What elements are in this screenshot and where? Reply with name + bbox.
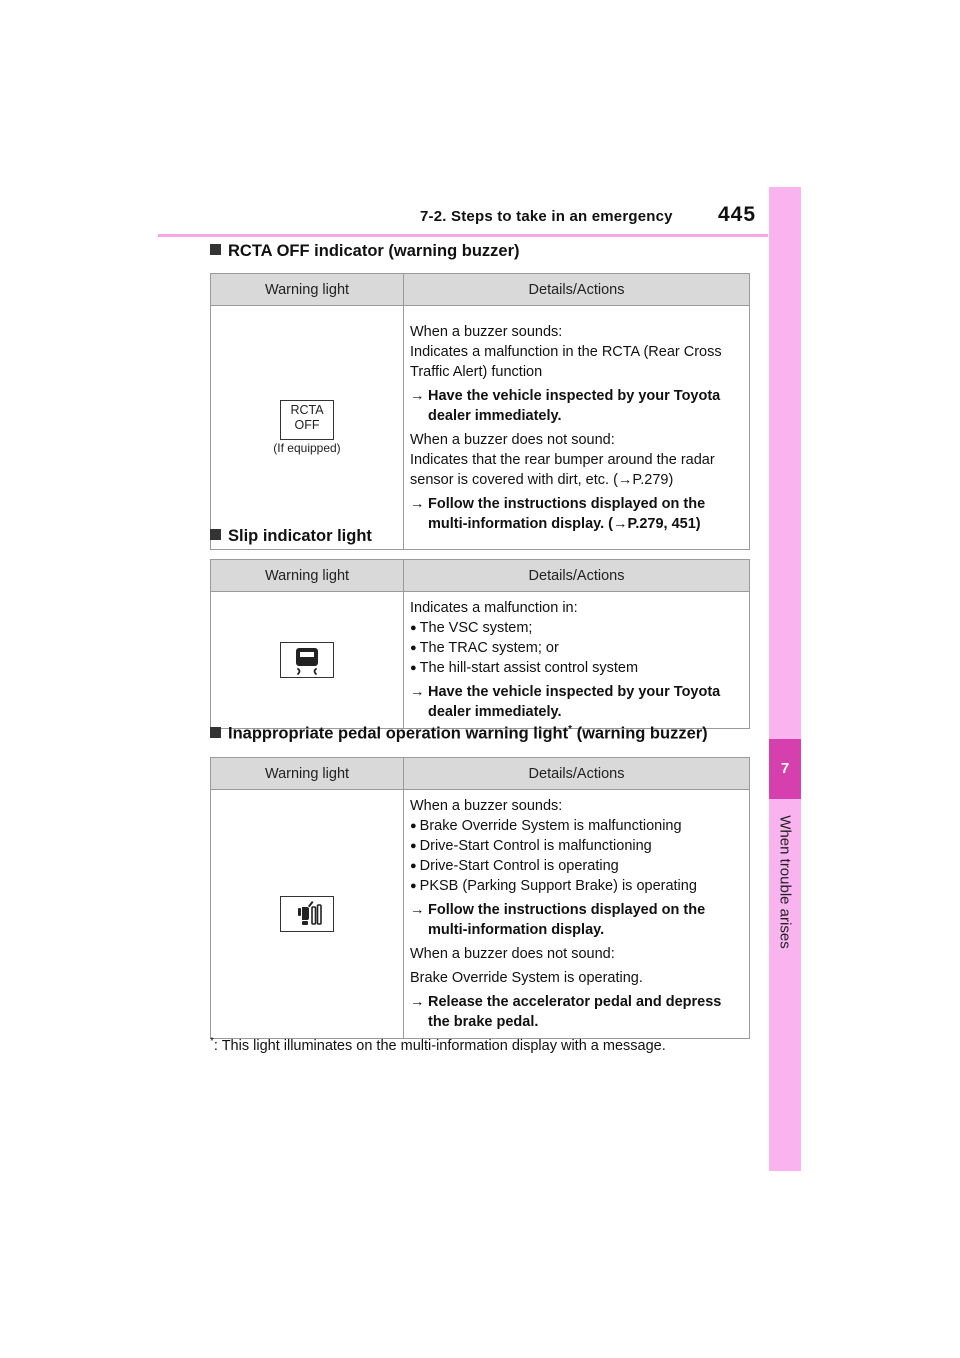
header-details-actions: Details/Actions	[404, 560, 750, 592]
section-heading-tail: (warning buzzer)	[572, 724, 708, 743]
detail-text: When a buzzer sounds:	[410, 798, 563, 814]
section-heading-rcta	[210, 242, 520, 261]
chapter-title: When trouble arises	[776, 815, 794, 949]
bullet-item: ● The VSC system;	[410, 618, 743, 638]
warning-light-cell	[211, 790, 404, 1039]
table-row	[211, 592, 750, 729]
side-tab	[769, 187, 801, 1171]
pedal-warning-icon	[280, 896, 334, 932]
section-heading-pedal	[210, 724, 708, 744]
details-cell	[404, 306, 750, 550]
table-row	[211, 306, 750, 550]
slip-indicator-icon	[280, 642, 334, 678]
detail-text: Indicates a malfunction in:	[410, 600, 578, 616]
arrow-right-icon: →	[410, 387, 425, 404]
table-header-row	[211, 758, 750, 790]
bullet-item: ● Brake Override System is malfunctioning	[410, 816, 743, 836]
details-cell	[404, 592, 750, 729]
rcta-icon-text: RCTA	[290, 403, 324, 417]
action-label: Have the vehicle inspected by your Toyota dealer immediately.	[428, 387, 721, 424]
header-warning-light: Warning light	[211, 758, 404, 790]
header-warning-light: Warning light	[211, 274, 404, 306]
footnote-mark: *	[568, 724, 573, 735]
bullet-item: ● Drive-Start Control is operating	[410, 856, 743, 876]
header-rule	[158, 234, 768, 237]
arrow-right-icon: →	[617, 471, 633, 488]
rcta-off-icon	[280, 400, 334, 440]
header-details-actions: Details/Actions	[404, 274, 750, 306]
rcta-warning-table	[210, 273, 750, 550]
warning-light-cell	[211, 306, 404, 550]
page-reference-link[interactable]: P.279, 451)	[627, 515, 701, 532]
arrow-right-icon: →	[410, 495, 425, 512]
page-number: 445	[718, 203, 757, 226]
action-label: Release the accelerator pedal and depress the brake pedal.	[428, 994, 722, 1030]
arrow-right-icon: →	[613, 515, 628, 532]
section-heading-text: Inappropriate pedal operation warning light	[228, 724, 569, 743]
bullet-item: ● The TRAC system; or	[410, 638, 743, 658]
warning-light-cell	[211, 592, 404, 729]
bullet-item: ● PKSB (Parking Support Brake) is operating	[410, 876, 743, 896]
header-warning-light: Warning light	[211, 560, 404, 592]
action-label: Follow the instructions displayed on the multi-information display.	[428, 902, 706, 938]
slip-warning-table	[210, 559, 750, 729]
detail-text	[410, 450, 743, 490]
footnote-text: : This light illuminates on the multi-information display with a message.	[213, 1037, 666, 1054]
arrow-right-icon: →	[410, 902, 425, 918]
square-bullet-icon	[210, 727, 221, 738]
action-text	[410, 494, 743, 534]
header-details-actions: Details/Actions	[404, 758, 750, 790]
pedal-warning-table	[210, 757, 750, 1039]
detail-text: When a buzzer does not sound:	[410, 946, 615, 962]
action-text	[410, 386, 743, 426]
arrow-right-icon: →	[410, 684, 425, 700]
detail-label: Indicates that the rear bumper around the radar sensor is covered with dirt, etc. (	[410, 451, 715, 488]
page-reference-link[interactable]: P.279)	[632, 471, 674, 488]
bullet-item: ● The hill-start assist control system	[410, 658, 743, 678]
action-text	[410, 900, 743, 940]
table-header-row	[211, 560, 750, 592]
section-heading-text: Slip indicator light	[228, 527, 372, 545]
off-icon-text: OFF	[294, 418, 320, 432]
detail-text: Brake Override System is operating.	[410, 970, 643, 986]
section-heading-slip	[210, 527, 372, 546]
detail-text: When a buzzer sounds:	[410, 323, 563, 340]
header-title: 7-2. Steps to take in an emergency	[420, 208, 673, 225]
square-bullet-icon	[210, 244, 221, 255]
square-bullet-icon	[210, 529, 221, 540]
section-heading-text: RCTA OFF indicator (warning buzzer)	[228, 242, 520, 260]
action-label: Follow the instructions displayed on the multi-information display. (	[428, 495, 706, 532]
detail-text: When a buzzer does not sound:	[410, 431, 615, 448]
table-header-row	[211, 274, 750, 306]
if-equipped-note: (If equipped)	[273, 441, 341, 455]
footnote-mark: *	[210, 1036, 214, 1047]
details-cell	[404, 790, 750, 1039]
action-label: Have the vehicle inspected by your Toyota dealer immediately.	[428, 684, 721, 720]
footnote	[210, 1036, 666, 1054]
bullet-item: ● Drive-Start Control is malfunctioning	[410, 836, 743, 856]
chapter-number-box: 7	[769, 739, 801, 799]
detail-text: Indicates a malfunction in the RCTA (Rear Cross Traffic Alert) function	[410, 343, 722, 380]
table-row	[211, 790, 750, 1039]
action-text	[410, 682, 743, 722]
action-text	[410, 992, 743, 1032]
arrow-right-icon: →	[410, 994, 425, 1010]
